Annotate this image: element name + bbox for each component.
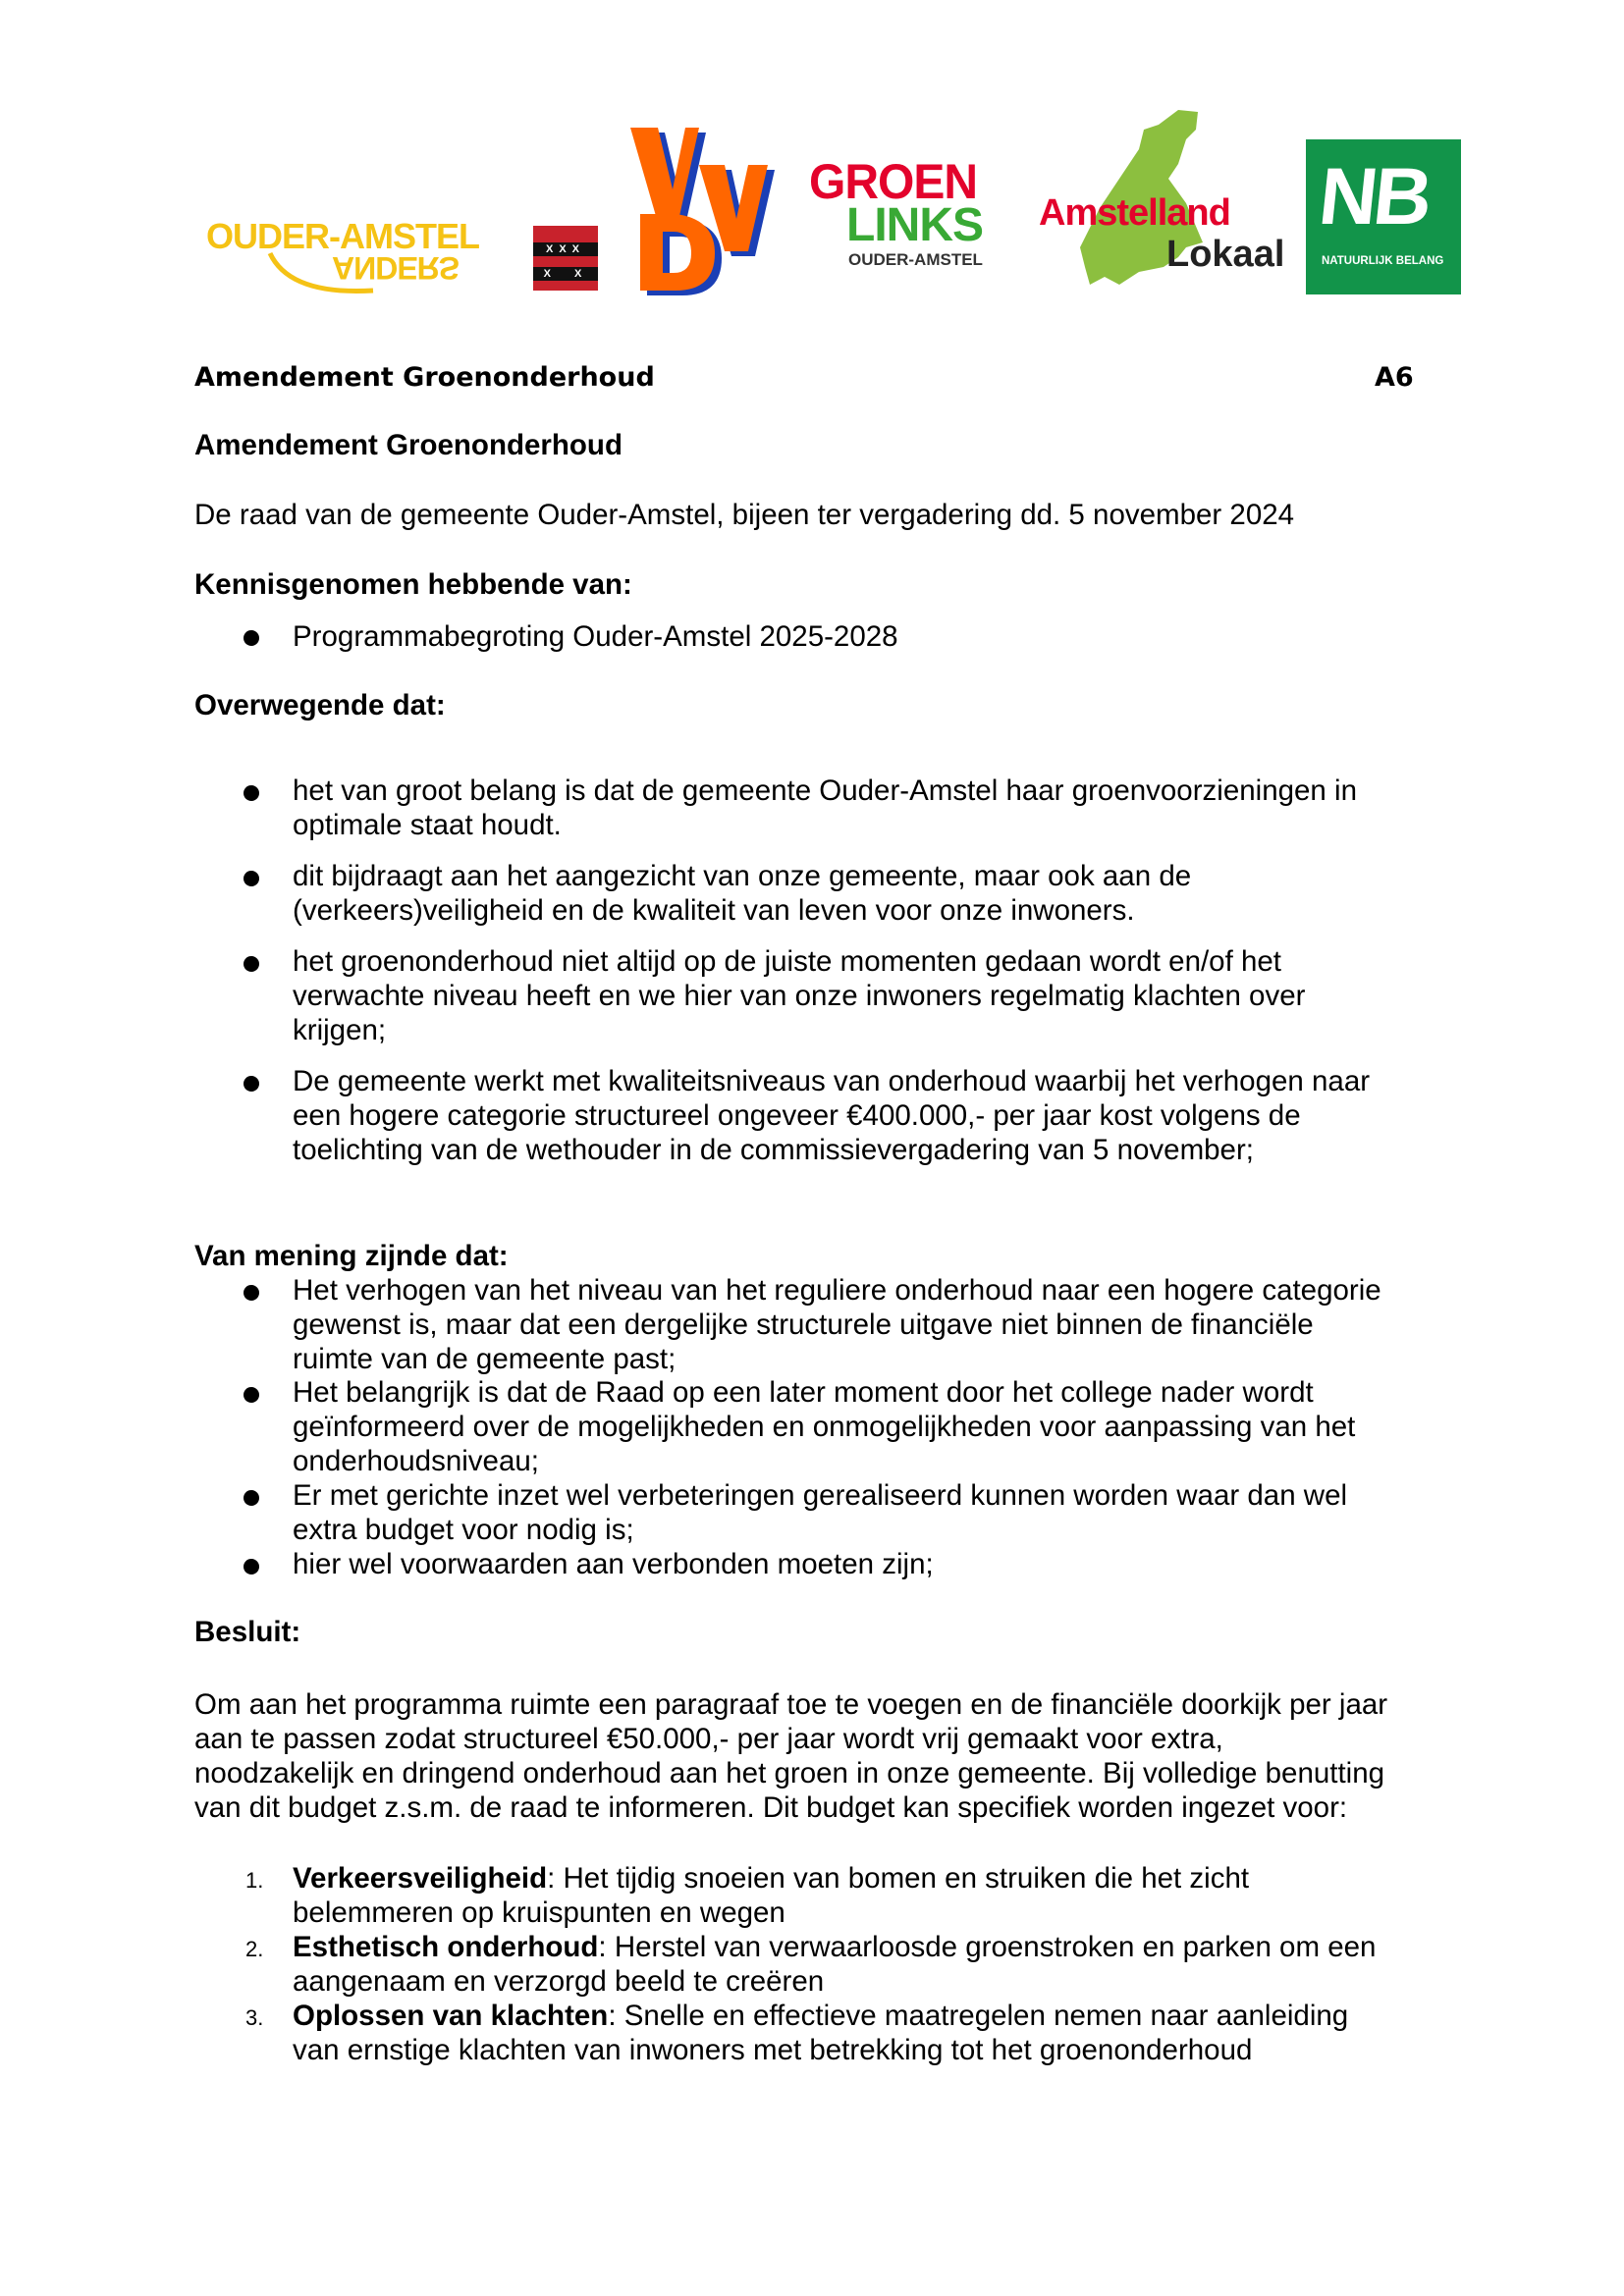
list-item-line: hier wel voorwaarden aan verbonden moeten zijn; xyxy=(293,1548,934,1580)
list-item-line: het groenonderhoud niet altijd op de juiste momenten gedaan wordt en/of het xyxy=(293,945,1281,978)
logo-amstelland-lokaal xyxy=(1031,110,1296,301)
list-number: 1. xyxy=(245,1868,264,1893)
list-item-line xyxy=(293,1999,1348,2033)
logo-nb-abbr: NB xyxy=(1315,152,1434,241)
item-description: : Snelle en effectieve maatregelen nemen naar aanleiding xyxy=(608,2000,1349,2032)
list-item-line: toelichting van de wethouder in de commissievergadering van 5 november; xyxy=(293,1134,1254,1166)
list-item-line: aangenaam en verzorgd beeld te creëren xyxy=(293,1965,825,1998)
van-mening-heading: Van mening zijnde dat: xyxy=(194,1240,509,1272)
list-item-line xyxy=(293,1861,1249,1896)
item-term: Oplossen van klachten xyxy=(293,2000,609,2032)
list-number: 3. xyxy=(245,2005,264,2030)
logo-ouder-amstel-anders xyxy=(206,208,599,301)
logo-groenlinks xyxy=(807,154,1023,275)
besluit-heading: Besluit: xyxy=(194,1616,301,1648)
paragraph-line: noodzakelijk en dringend onderhoud aan het groen in onze gemeente. Bij volledige benutting xyxy=(194,1757,1385,1789)
item-term: Esthetisch onderhoud xyxy=(293,1931,599,1963)
list-number: 2. xyxy=(245,1937,264,1961)
intro-text: De raad van de gemeente Ouder-Amstel, bijeen ter vergadering dd. 5 november 2024 xyxy=(194,499,1295,531)
bullet-icon xyxy=(244,630,259,646)
vvd-logo-icon xyxy=(628,126,800,297)
logo-nb-full: NATUURLIJK BELANG xyxy=(1322,255,1444,267)
list-item-line: Er met gerichte inzet wel verbeteringen gerealiseerd kunnen worden waar dan wel xyxy=(293,1479,1348,1512)
list-item-line: geïnformeerd over de mogelijkheden en onmogelijkheden voor aanpassing van het xyxy=(293,1411,1356,1443)
logo-vvd xyxy=(628,126,800,297)
kennisgenomen-heading: Kennisgenomen hebbende van: xyxy=(194,568,632,601)
list-item-line: extra budget voor nodig is; xyxy=(293,1514,634,1546)
logo-gl-subtitle: OUDER-AMSTEL xyxy=(848,250,983,269)
item-term: Verkeersveiligheid xyxy=(293,1862,548,1895)
amendment-code: A6 xyxy=(1375,362,1414,393)
list-item-line: een hogere categorie structureel ongeveer €400.000,- per jaar kost volgens de xyxy=(293,1099,1301,1132)
bullet-icon xyxy=(244,1285,259,1301)
logo-oa-line1: OUDER-AMSTEL xyxy=(206,216,479,256)
list-item-line: gewenst is, maar dat een dergelijke structurele uitgave niet binnen de financiële xyxy=(293,1308,1314,1341)
paragraph-line: aan te passen zodat structureel €50.000,- per jaar wordt vrij gemaakt voor extra, xyxy=(194,1723,1223,1755)
list-item-line: belemmeren op kruispunten en wegen xyxy=(293,1896,785,1929)
overwegende-heading: Overwegende dat: xyxy=(194,689,446,721)
list-item-line: van ernstige klachten van inwoners met betrekking tot het groenonderhoud xyxy=(293,2034,1253,2066)
bullet-icon xyxy=(244,1490,259,1506)
logo-gl-links: LINKS xyxy=(846,199,983,251)
list-item-line: De gemeente werkt met kwaliteitsniveaus van onderhoud waarbij het verhogen naar xyxy=(293,1065,1371,1097)
logo-oa-swoosh-icon xyxy=(265,251,432,300)
bullet-icon xyxy=(244,1387,259,1403)
logo-natuurlijk-belang xyxy=(1306,139,1461,294)
list-item-line xyxy=(293,1930,1376,1964)
list-item: Programmabegroting Ouder-Amstel 2025-2028 xyxy=(293,620,898,653)
list-item-line: onderhoudsniveau; xyxy=(293,1445,539,1477)
list-item-line: het van groot belang is dat de gemeente Ouder-Amstel haar groenvoorzieningen in xyxy=(293,774,1357,807)
item-description: : Herstel van verwaarloosde groenstroken en parken om een xyxy=(598,1931,1377,1963)
bullet-icon xyxy=(244,1559,259,1575)
document-header-title: Amendement Groenonderhoud xyxy=(194,362,655,393)
item-description: : Het tijdig snoeien van bomen en struiken die het zicht xyxy=(547,1862,1250,1895)
logo-al-amstelland: Amstelland xyxy=(1039,192,1230,234)
flag-stripe: X X xyxy=(533,267,598,281)
document-title: Amendement Groenonderhoud xyxy=(194,429,623,461)
logo-oa-line2: ANDERS xyxy=(332,250,460,286)
logo-al-lokaal: Lokaal xyxy=(1166,234,1285,275)
bullet-icon xyxy=(244,785,259,801)
list-item-line: ruimte van de gemeente past; xyxy=(293,1343,677,1375)
paragraph-line: van dit budget z.s.m. de raad te informeren. Dit budget kan specifiek worden ingezet voor: xyxy=(194,1791,1348,1824)
amsterdam-flag-icon xyxy=(533,226,598,291)
list-item-line: krijgen; xyxy=(293,1014,387,1046)
bullet-icon xyxy=(244,1076,259,1092)
logo-gl-groen: GROEN xyxy=(809,154,978,210)
bullet-icon xyxy=(244,871,259,886)
list-item-line: (verkeers)veiligheid en de kwaliteit van leven voor onze inwoners. xyxy=(293,894,1135,927)
list-item-line: Het belangrijk is dat de Raad op een later moment door het college nader wordt xyxy=(293,1376,1314,1409)
flag-stripe: XXX xyxy=(533,242,598,256)
paragraph-line: Om aan het programma ruimte een paragraaf toe te voegen en de financiële doorkijk per jaar xyxy=(194,1688,1388,1721)
list-item-line: optimale staat houdt. xyxy=(293,809,562,841)
bullet-icon xyxy=(244,956,259,972)
list-item-line: dit bijdraagt aan het aangezicht van onze gemeente, maar ook aan de xyxy=(293,860,1192,892)
list-item-line: Het verhogen van het niveau van het reguliere onderhoud naar een hogere categorie xyxy=(293,1274,1381,1307)
list-item-line: verwachte niveau heeft en we hier van onze inwoners regelmatig klachten over xyxy=(293,980,1306,1012)
